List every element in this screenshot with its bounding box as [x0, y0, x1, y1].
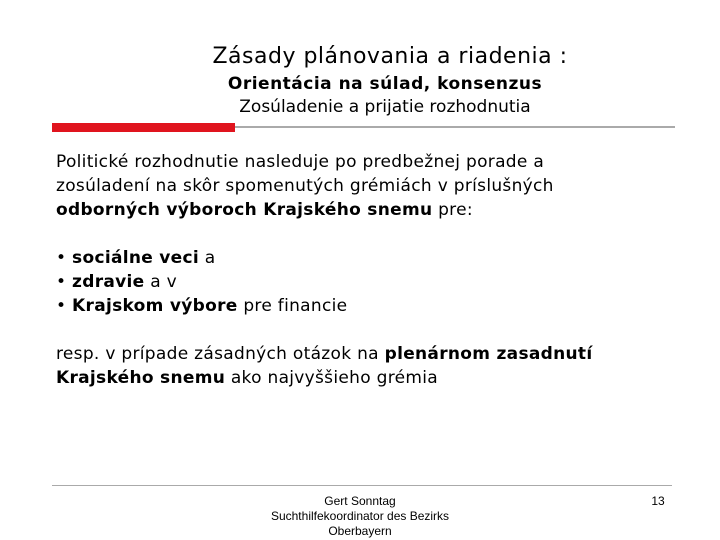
slide-subtitle: Orientácia na súlad, konsenzus [227, 74, 543, 94]
list-item-bold: zdravie [72, 272, 145, 292]
assembly-bold-text: Krajského snemu [56, 368, 226, 388]
list-item-bold: Krajskom výbore [72, 296, 238, 316]
list-item-rest: a [199, 248, 216, 268]
paragraph-1-line-2: zosúladení na skôr spomenutých grémiách v príslušných [56, 176, 554, 196]
bullet-icon: • [56, 272, 67, 292]
bullet-icon: • [56, 296, 67, 316]
list-item-bold: sociálne veci [72, 248, 200, 268]
list-item [56, 246, 696, 270]
bullet-icon: • [56, 248, 67, 268]
paragraph-2 [56, 342, 696, 390]
list-item [56, 270, 696, 294]
list-item [56, 294, 696, 318]
paragraph-1 [56, 150, 696, 222]
page-number: 13 [651, 494, 665, 508]
footer-role-line-2: Oberbayern [328, 524, 392, 538]
bullet-list [56, 246, 696, 318]
header-rule [235, 126, 675, 128]
paragraph-1-line-1: Politické rozhodnutie nasleduje po predbežnej porade a [56, 152, 545, 172]
committees-bold-text: odborných výboroch Krajského snemu [56, 200, 433, 220]
list-item-rest: a v [144, 272, 178, 292]
paragraph-2-line-1-start: resp. v prípade zásadných otázok na [56, 344, 385, 364]
paragraph-2-line-2-rest: ako najvyššieho grémia [225, 368, 438, 388]
paragraph-2-line-2 [56, 366, 696, 390]
list-item-rest: pre financie [237, 296, 348, 316]
slide-title: Zásady plánovania a riadenia : [212, 44, 568, 69]
footer-rule [52, 485, 672, 486]
footer-author: Gert Sonntag [324, 494, 396, 508]
slide-subtitle-2: Zosúladenie a prijatie rozhodnutia [239, 97, 531, 117]
footer-role-line-1: Suchthilfekoordinator des Bezirks [270, 509, 450, 523]
paragraph-2-line-1 [56, 342, 696, 366]
paragraph-1-line-3-rest: pre: [432, 200, 473, 220]
paragraph-1-line-3 [56, 198, 696, 222]
plenary-bold-text: plenárnom zasadnutí [384, 344, 593, 364]
accent-bar [52, 123, 235, 132]
footer-author-block [250, 494, 470, 539]
